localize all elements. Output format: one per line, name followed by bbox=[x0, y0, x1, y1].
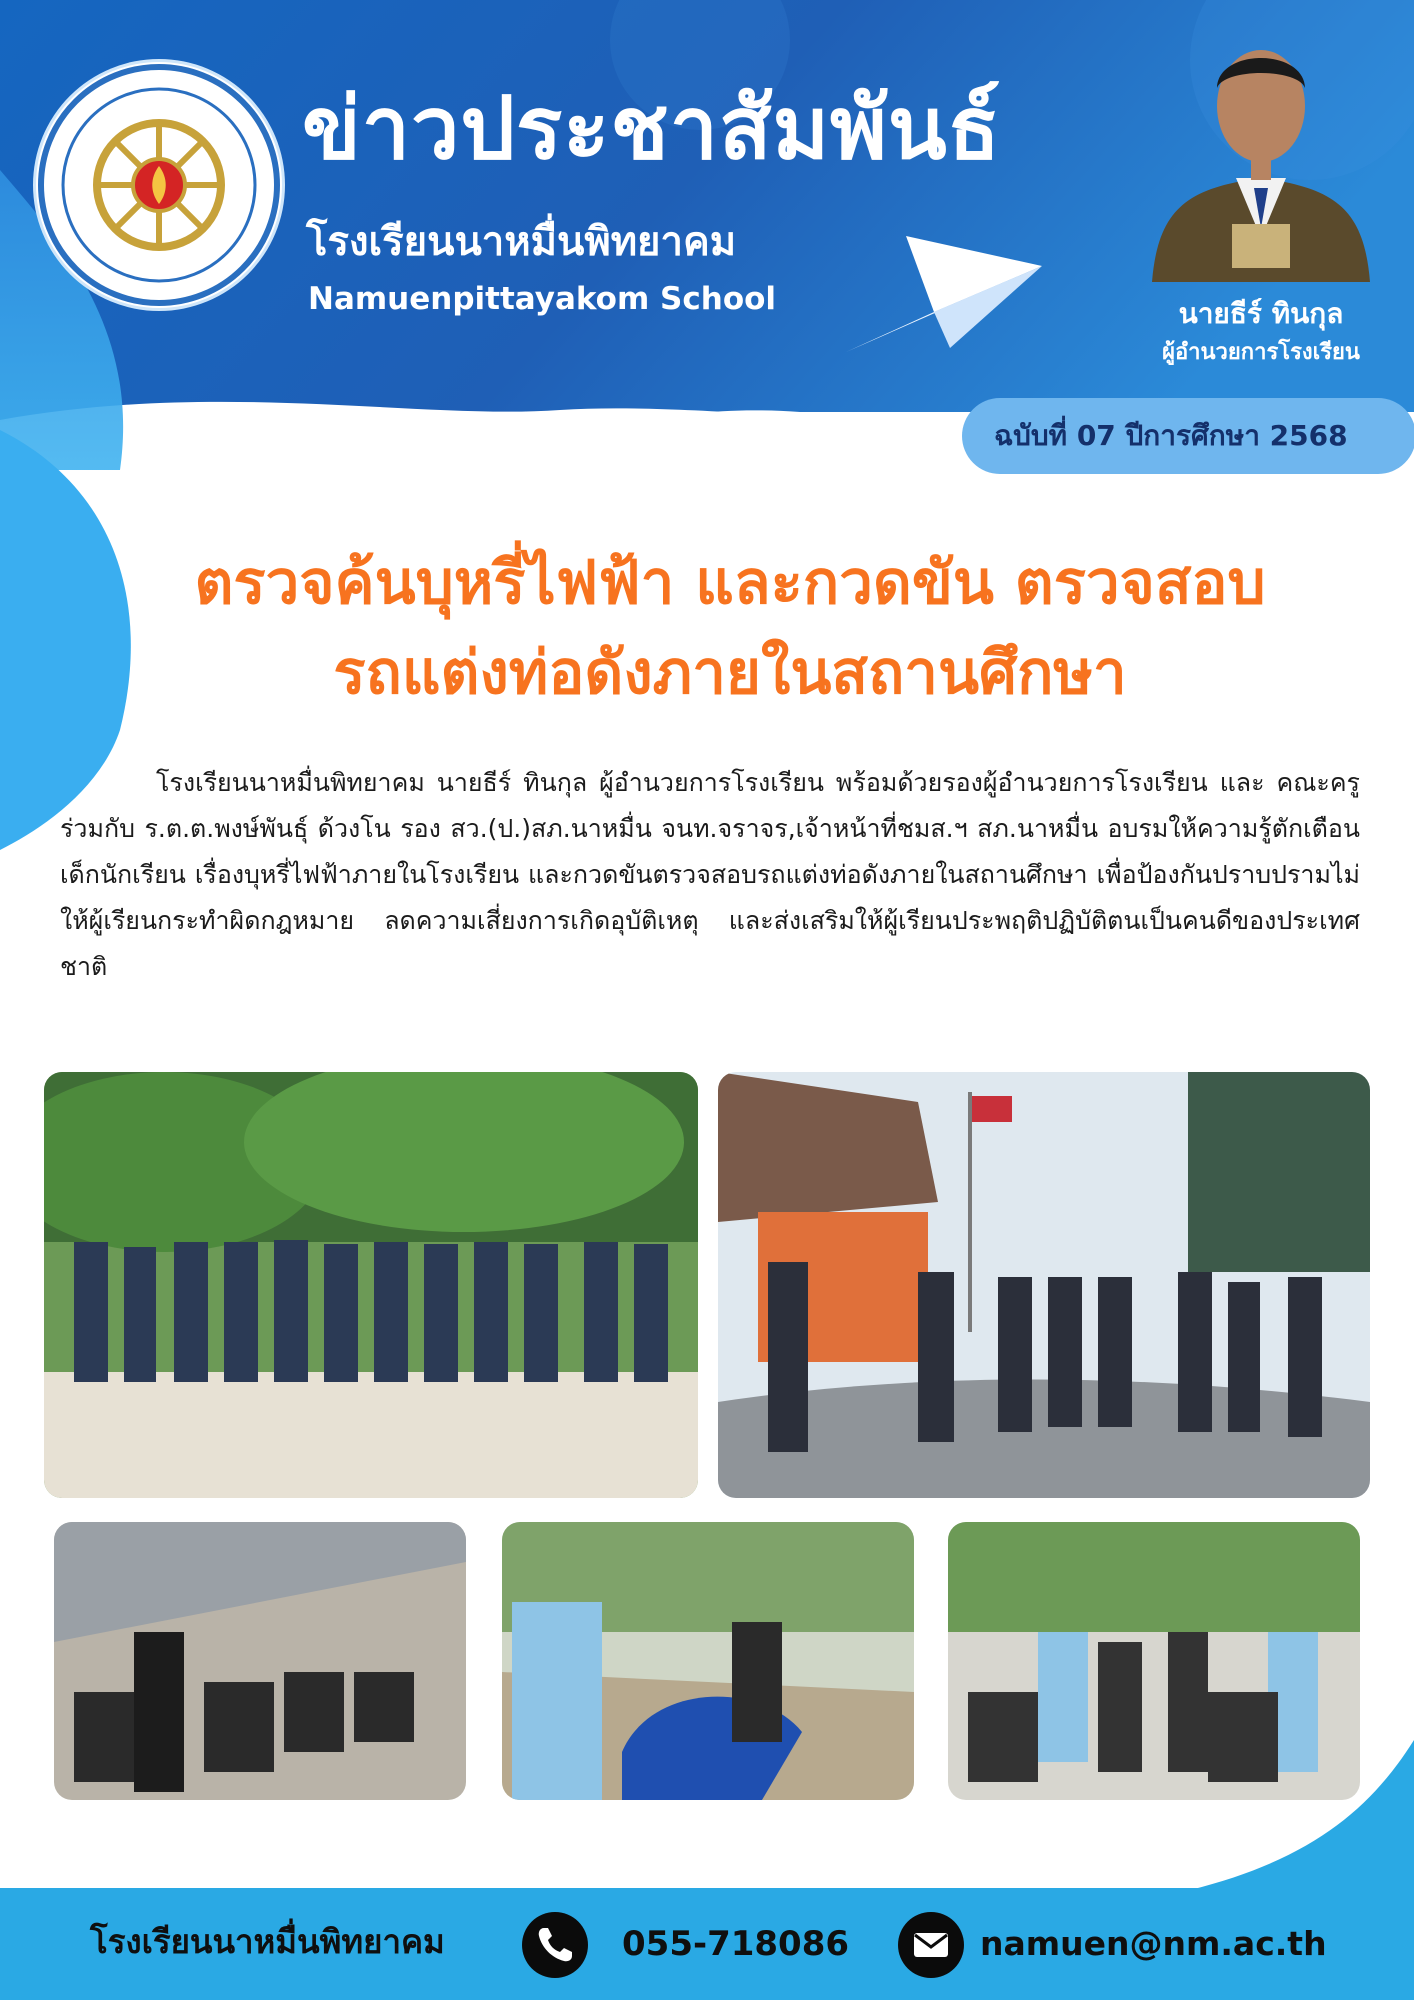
page-title: ข่าวประชาสัมพันธ์ bbox=[302, 79, 1002, 179]
footer-email: namuen@nm.ac.th bbox=[980, 1924, 1327, 1963]
director-role: ผู้อำนวยการโรงเรียน bbox=[1162, 340, 1360, 365]
footer-phone-number: 055-718086 bbox=[622, 1924, 850, 1964]
school-name-english: Namuenpittayakom School bbox=[308, 281, 777, 317]
photo-parking-inspection bbox=[54, 1522, 466, 1800]
school-logo bbox=[36, 62, 282, 308]
director-name: นายธีร์ ทินกุล bbox=[1178, 297, 1344, 330]
photo-officers-road bbox=[718, 1072, 1370, 1498]
article-body bbox=[60, 760, 1360, 990]
headline-line-1: ตรวจค้นบุหรี่ไฟฟ้า และกวดขัน ตรวจสอบ bbox=[194, 548, 1266, 618]
issue-label: ฉบับที่ 07 ปีการศึกษา 2568 bbox=[994, 419, 1348, 452]
photo-group-outdoor bbox=[44, 1072, 698, 1498]
school-name-thai: โรงเรียนนาหมื่นพิทยาคม bbox=[306, 219, 737, 265]
phone-icon bbox=[522, 1912, 588, 1978]
headline-line-2: รถแต่งท่อดังภายในสถานศึกษา bbox=[333, 638, 1127, 708]
mail-icon bbox=[898, 1912, 964, 1978]
article-paragraph: โรงเรียนนาหมื่นพิทยาคม นายธีร์ ทินกุล ผู้อำนวยการโรงเรียน พร้อมด้วยรองผู้อำนวยการโรงเรียน และ คณะครูร่วมกับ ร.ต.ต.พงษ์พันธุ์ ด้วงโน รอง สว.(ป.)สภ.นาหมื่น จนท.จราจร,เจ้าหน้าที่ชมส.ฯ สภ.นาหมื่น อบรมให้ความรู้ตักเตือนเด็กนักเรียน เรื่องบุหรี่ไฟฟ้าภายในโรงเรียน และกวดขันตรวจสอบรถแต่งท่อดังภายในสถานศึกษา เพื่อป้องกันปราบปรามไม่ให้ผู้เรียนกระทำผิดกฎหมาย ลดความเสี่ยงการเกิดอุบัติเหตุ และส่งเสริมให้ผู้เรียนประพฤติปฏิบัติตนเป็นคนดีของประเทศชาติ bbox=[60, 768, 1360, 981]
footer-school-name: โรงเรียนนาหมื่นพิทยาคม bbox=[90, 1922, 445, 1961]
director-portrait bbox=[1148, 28, 1374, 282]
paper-plane-icon bbox=[846, 226, 1046, 356]
photo-student-motorcycle bbox=[502, 1522, 914, 1800]
photo-checking-motorcycles bbox=[948, 1522, 1360, 1800]
